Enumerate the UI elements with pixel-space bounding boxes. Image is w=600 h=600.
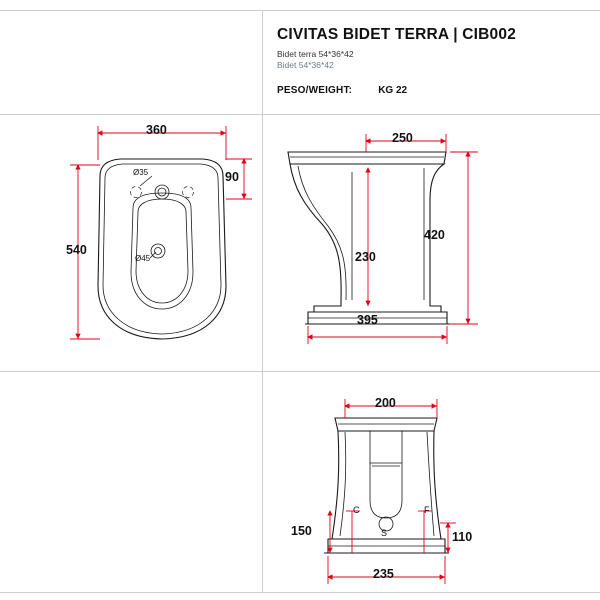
dim-side-base-depth: 395	[357, 313, 378, 327]
dim-top-back-depth: 90	[225, 170, 239, 184]
label-hot-inlet: F	[424, 505, 430, 515]
side-view-geometry	[288, 134, 478, 344]
dim-top-height: 540	[66, 243, 87, 257]
dim-front-height-right: 110	[452, 530, 473, 544]
dim-side-top-width: 250	[392, 131, 413, 145]
dim-side-inner-height: 230	[355, 250, 376, 264]
weight-value: KG 22	[378, 84, 408, 96]
product-subtitle-it: Bidet 54*36*42	[277, 60, 334, 71]
dim-front-top-width: 200	[375, 396, 396, 410]
label-cold-inlet: C	[353, 505, 360, 515]
dim-hole-small: Ø35	[133, 168, 149, 177]
label-drain: S	[381, 528, 388, 538]
dim-hole-large: Ø45	[135, 254, 151, 263]
dim-front-base-width: 235	[373, 567, 394, 581]
dim-top-width: 360	[146, 123, 167, 137]
dim-front-height-left: 150	[291, 524, 312, 538]
top-view-geometry	[70, 126, 252, 339]
page-title: CIVITAS BIDET TERRA | CIB002	[277, 26, 517, 43]
front-view-geometry	[324, 399, 456, 584]
dim-side-total-height: 420	[424, 228, 445, 242]
product-subtitle-en: Bidet terra 54*36*42	[277, 49, 354, 59]
weight-label: PESO/WEIGHT:	[277, 84, 353, 96]
